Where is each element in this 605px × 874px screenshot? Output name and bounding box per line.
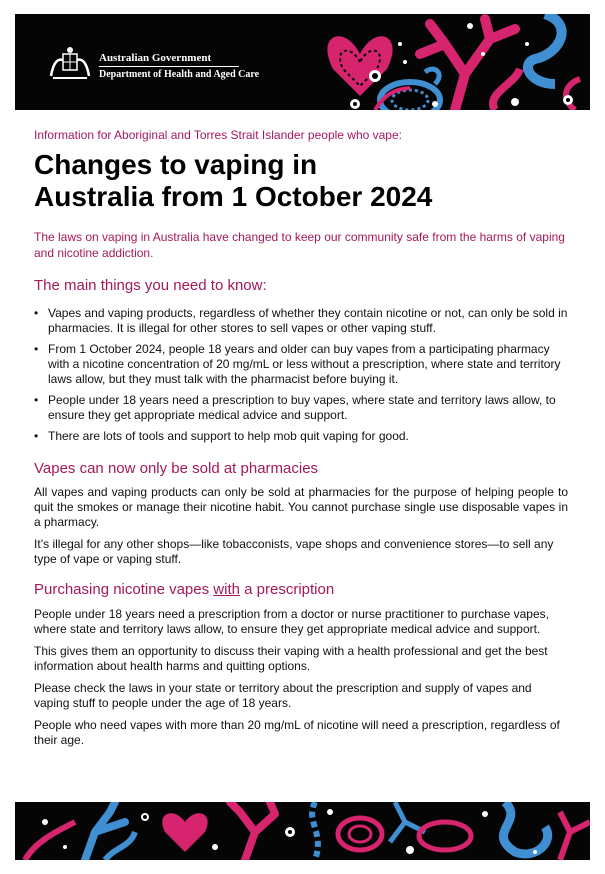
top-banner [15,14,590,110]
main-content [34,128,568,748]
prescription-heading [34,581,568,598]
title-line-1: Changes to vaping in [34,149,318,180]
title-line-2: Australia from 1 October 2024 [34,181,433,212]
prescription-paragraph: People who need vapes with more than 20 mg/mL of nicotine will need a prescription, regardless of their age. [34,718,560,747]
list-item: • From 1 October 2024, people 18 years and older can buy vapes from a participating pharmacy with a nicotine concentration of 20 mg/mL or less without a prescription, where state and territory laws allow, but they must talk with the pharmacist before buying it. [34,342,568,387]
gov-name: Australian Government [99,52,212,64]
pharmacies-paragraph: All vapes and vaping products can only be sold at pharmacies for the purpose of helping people to quit the smokes or manage their nicotine habit. You cannot purchase single use disposable vapes in a pharmacy. [34,485,568,529]
list-item: • People under 18 years need a prescription to buy vapes, where state and territory laws allow, to ensure they get appropriate medical advice and support. [34,393,568,423]
main-things-list [34,306,568,444]
pharmacies-heading: Vapes can now only be sold at pharmacies [34,460,319,477]
pharmacies-paragraph: It’s illegal for any other shops—like tobacconists, vape shops and convenience stores—to sell any type of vape or vaping stuff. [34,537,554,566]
coat-of-arms-icon [47,46,93,82]
department-name: Department of Health and Aged Care [99,69,260,80]
prescription-heading-part: a prescription [239,581,335,598]
list-item: • There are lots of tools and support to help mob quit vaping for good. [34,429,568,444]
aboriginal-artwork-bottom [15,802,590,860]
main-things-heading: The main things you need to know: [34,277,267,294]
list-item: • Vapes and vaping products, regardless of whether they contain nicotine or not, can only be sold in pharmacies. It is illegal for other stores to sell vapes or other vaping stuff. [34,306,568,336]
page-title [34,149,568,213]
intro-text: Information for Aboriginal and Torres Strait Islander people who vape: [34,128,402,142]
gov-divider [99,66,239,67]
prescription-paragraph: Please check the laws in your state or territory about the prescription and supply of vapes and vaping stuff to people under the age of 18 years. [34,681,532,710]
prescription-heading-part: Purchasing nicotine vapes [34,581,214,598]
prescription-heading-underlined: with [213,581,240,598]
lead-text: The laws on vaping in Australia have changed to keep our community safe from the harms of vaping and nicotine addiction. [34,230,565,260]
prescription-paragraph: This gives them an opportunity to discuss their vaping with a health professional and get the best information about health harms and quitting options. [34,644,548,673]
bottom-banner [15,802,590,860]
prescription-paragraph: People under 18 years need a prescription from a doctor or nurse practitioner to purchase vapes, where state and territory laws allow, to ensure they get appropriate medical advice and support. [34,607,549,636]
